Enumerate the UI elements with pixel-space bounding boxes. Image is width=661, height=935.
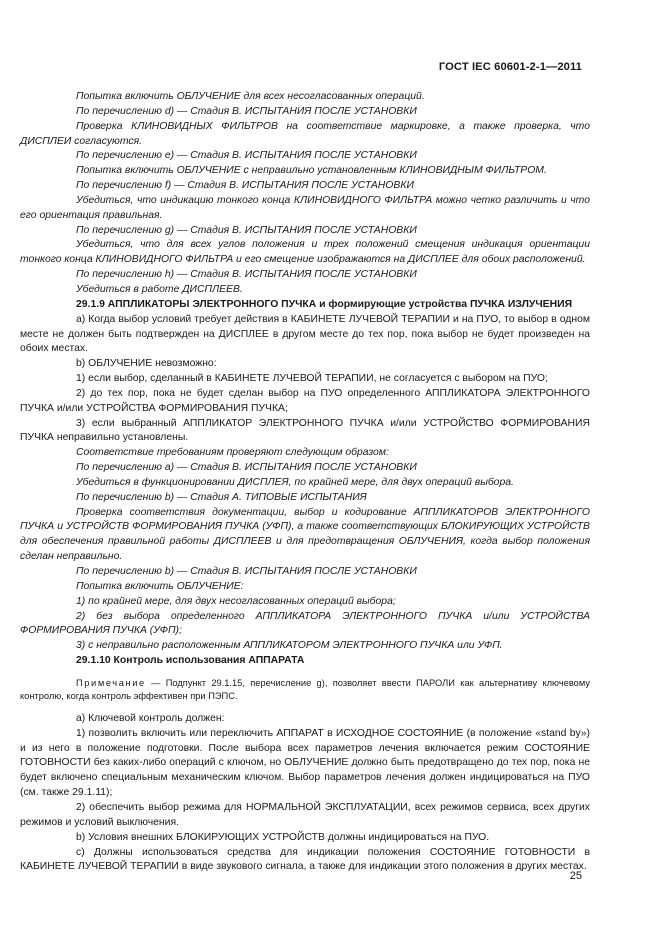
- text-paragraph: Убедиться, что для всех углов положения и трех положений смещения индикация ориентации тонкого конца КЛИНОВИДНОГО ФИЛЬТРА и его смещение изображаются на ДИСПЛЕЕ для обоих расположений.: [20, 239, 590, 266]
- text-paragraph: а) Ключевой контроль должен:: [76, 712, 225, 724]
- text-paragraph: 1) позволить включить или переключить АППАРАТ в ИСХОДНОЕ СОСТОЯНИЕ (в положение «stand by») и из него в положение подготовки. После выбора всех параметров лечения включается режим СОСТОЯНИЕ ГОТОВНОСТИ без каких-либо операций с ключом, но ОБЛУЧЕНИЕ должно быть предотвращено до тех пор, пока не будет включено специальным механическим ключом. Выбор параметров лечения должен индицироваться на ПУО (см. также 29.1.11);: [20, 727, 590, 799]
- text-paragraph: Проверка КЛИНОВИДНЫХ ФИЛЬТРОВ на соответствие маркировке, а также проверка, что ДИСПЛЕИ согласуются.: [20, 120, 590, 147]
- text-paragraph: Убедиться в работе ДИСПЛЕЕВ.: [76, 283, 243, 295]
- text-paragraph: По перечислению g) — Стадия В. ИСПЫТАНИЯ ПОСЛЕ УСТАНОВКИ: [76, 224, 417, 236]
- text-paragraph: Убедиться в функционировании ДИСПЛЕЯ, по крайней мере, для двух операций выбора.: [76, 476, 514, 488]
- text-paragraph: а) Когда выбор условий требует действия в КАБИНЕТЕ ЛУЧЕВОЙ ТЕРАПИИ и на ПУО, то выбор в одном месте не должен быть подтвержден на ДИСПЛЕЕ в другом месте до тех пор, пока выбор не будет произведен на обоих местах.: [20, 313, 590, 355]
- text-paragraph: Попытка включить ОБЛУЧЕНИЕ с неправильно установленным КЛИНОВИДНЫМ ФИЛЬТРОМ.: [76, 165, 547, 177]
- note-label: Примечание: [76, 677, 146, 688]
- text-paragraph: Попытка включить ОБЛУЧЕНИЕ для всех несогласованных операций.: [76, 91, 425, 102]
- text-paragraph: По перечислению b) — Стадия В. ИСПЫТАНИЯ ПОСЛЕ УСТАНОВКИ: [76, 566, 417, 577]
- text-paragraph: 2) до тех пор, пока не будет сделан выбор на ПУО определенного АППЛИКАТОРА ЭЛЕКТРОННОГО ПУЧКА и/или УСТРОЙСТВА ФОРМИРОВАНИЯ ПУЧКА;: [20, 387, 590, 414]
- text-paragraph: 3) с неправильно расположенным АППЛИКАТОРОМ ЭЛЕКТРОННОГО ПУЧКА или УФП.: [76, 640, 503, 652]
- text-paragraph: 1) если выбор, сделанный в КАБИНЕТЕ ЛУЧЕВОЙ ТЕРАПИИ, не согласуется с выбором на ПУО;: [76, 373, 548, 385]
- text-paragraph: с) Должны использоваться средства для индикации положения СОСТОЯНИЕ ГОТОВНОСТИ в КАБИНЕТЕ ЛУЧЕВОЙ ТЕРАПИИ в виде звукового сигнала, а также для индикации этого положения в других местах.: [20, 846, 590, 873]
- text-paragraph: По перечислению е) — Стадия В. ИСПЫТАНИЯ ПОСЛЕ УСТАНОВКИ: [76, 150, 417, 162]
- text-paragraph: b) ОБЛУЧЕНИЕ невозможно:: [76, 358, 217, 370]
- text-paragraph: Проверка соответствия документации, выбор и кодирование АППЛИКАТОРОВ ЭЛЕКТРОННОГО ПУЧКА и УСТРОЙСТВ ФОРМИРОВАНИЯ ПУЧКА (УФП), а также соответствующих БЛОКИРУЮЩИХ УСТРОЙСТВ для обеспечения правильной работы ДИСПЛЕЕВ и для предотвращения ОБЛУЧЕНИЯ, когда выбор положения сделан неправильно.: [20, 506, 590, 563]
- section-heading: 29.1.10 Контроль использования АППАРАТА: [76, 655, 305, 667]
- text-paragraph: По перечислению а) — Стадия В. ИСПЫТАНИЯ ПОСЛЕ УСТАНОВКИ: [76, 462, 417, 474]
- text-paragraph: По перечислению d) — Стадия В. ИСПЫТАНИЯ ПОСЛЕ УСТАНОВКИ: [76, 105, 417, 117]
- note-paragraph: [20, 677, 590, 704]
- text-paragraph: 2) без выбора определенного АППЛИКАТОРА ЭЛЕКТРОННОГО ПУЧКА и/или УСТРОЙСТВА ФОРМИРОВАНИЯ ПУЧКА (УФП);: [20, 610, 590, 637]
- text-paragraph: 3) если выбранный АППЛИКАТОР ЭЛЕКТРОННОГО ПУЧКА и/или УСТРОЙСТВО ФОРМИРОВАНИЯ ПУЧКА неправильно установлены.: [20, 417, 590, 444]
- text-paragraph: Попытка включить ОБЛУЧЕНИЕ:: [76, 580, 244, 592]
- text-paragraph: Соответствие требованиям проверяют следующим образом:: [76, 447, 389, 459]
- page-number: 25: [569, 870, 582, 882]
- text-paragraph: 2) обеспечить выбор режима для НОРМАЛЬНОЙ ЭКСПЛУАТАЦИИ, всех режимов сервиса, всех других режимов и условий выключения.: [20, 801, 590, 828]
- section-heading: 29.1.9 АППЛИКАТОРЫ ЭЛЕКТРОННОГО ПУЧКА и формирующие устройства ПУЧКА ИЗЛУЧЕНИЯ: [76, 298, 573, 310]
- text-paragraph: 1) по крайней мере, для двух несогласованных операций выбора;: [76, 595, 396, 607]
- document-body: [20, 90, 590, 875]
- text-paragraph: b) Условия внешних БЛОКИРУЮЩИХ УСТРОЙСТВ должны индицироваться на ПУО.: [76, 831, 490, 843]
- text-paragraph: По перечислению h) — Стадия В. ИСПЫТАНИЯ ПОСЛЕ УСТАНОВКИ: [76, 269, 417, 281]
- note-text: — Подпункт 29.1.15, перечисление g), позволяет ввести ПАРОЛИ как альтернативу ключевому контролю, когда контроль эффективен при ПЭПС.: [20, 677, 590, 702]
- text-paragraph: По перечислению f) — Стадия В. ИСПЫТАНИЯ ПОСЛЕ УСТАНОВКИ: [76, 180, 414, 192]
- text-paragraph: По перечислению b) — Стадия А. ТИПОВЫЕ ИСПЫТАНИЯ: [76, 491, 367, 503]
- document-header: ГОСТ IEC 60601-2-1—2011: [438, 61, 582, 73]
- text-paragraph: Убедиться, что индикацию тонкого конца КЛИНОВИДНОГО ФИЛЬТРА можно четко различить и что его ориентация правильная.: [20, 194, 590, 221]
